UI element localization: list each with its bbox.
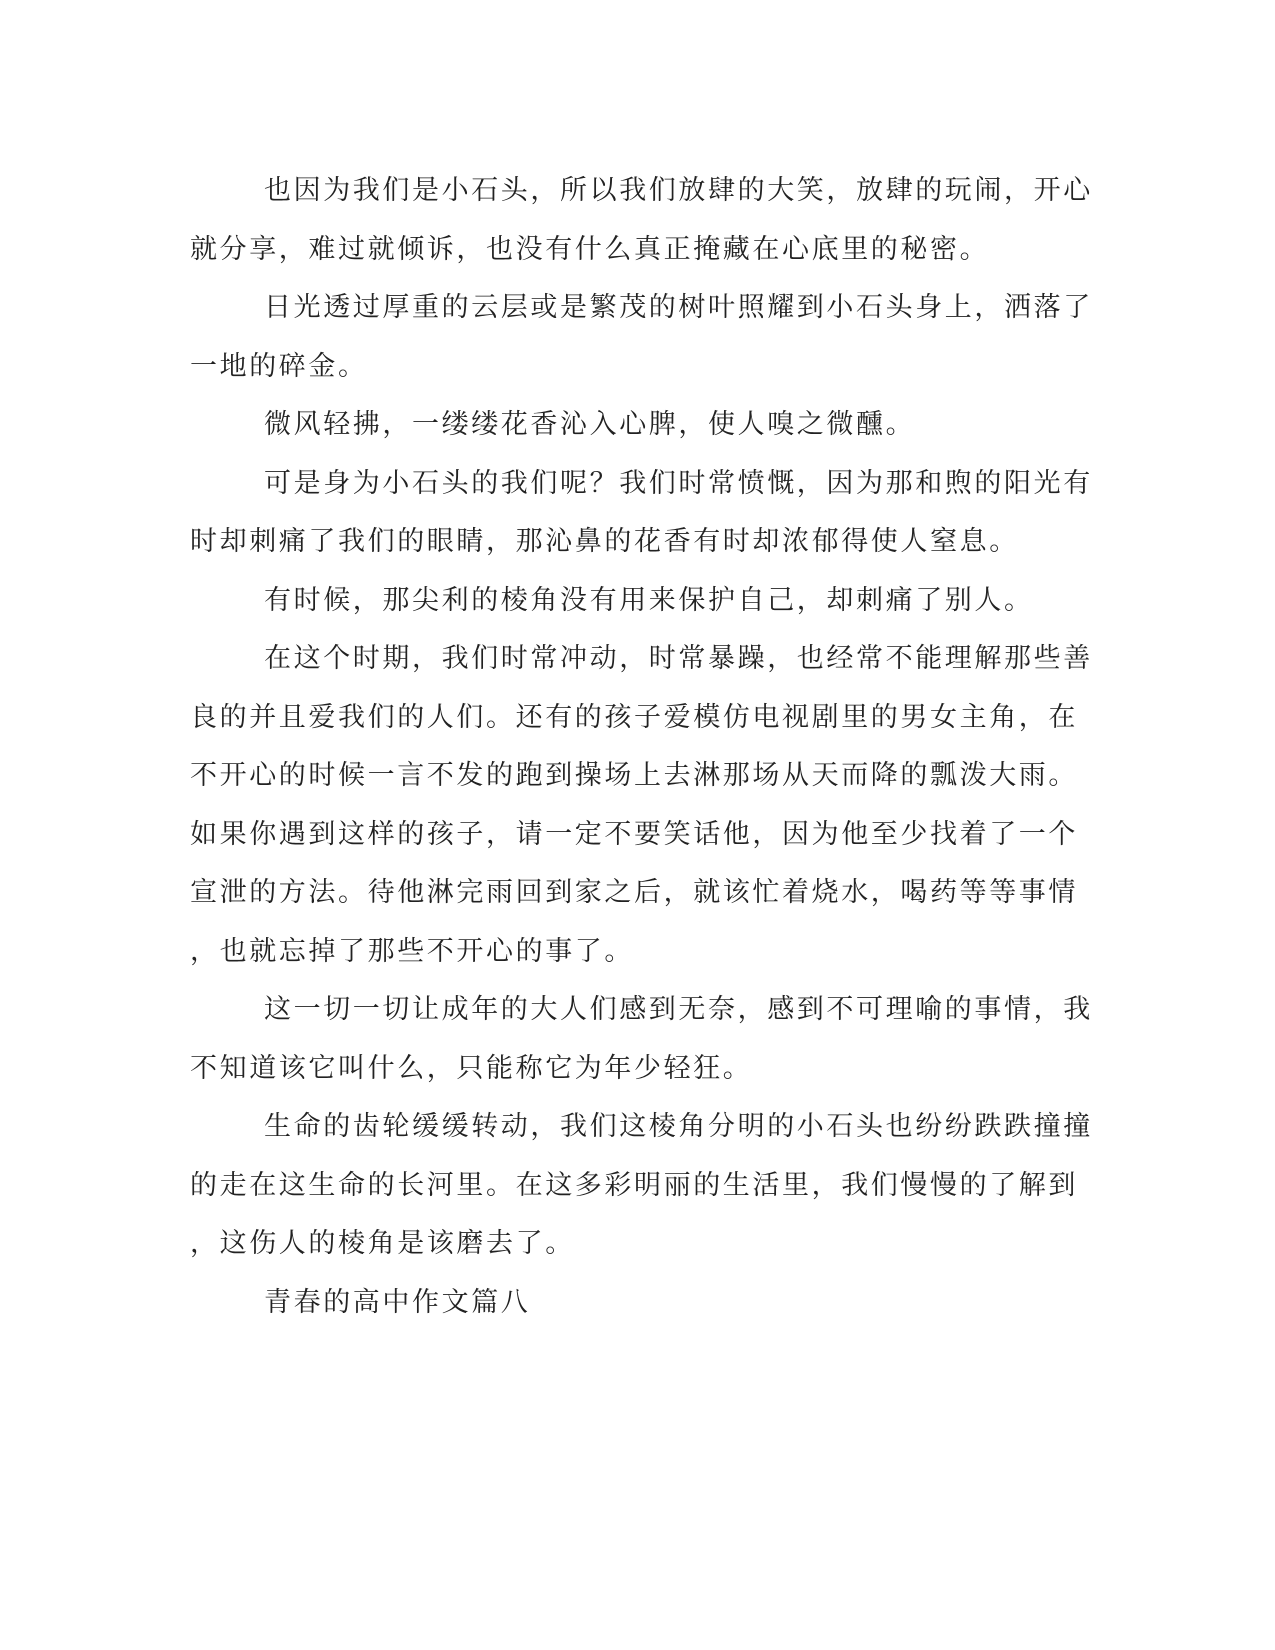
text-line: 可是身为小石头的我们呢？我们时常愤慨，因为那和煦的阳光有: [264, 467, 1093, 499]
text-line: 不知道该它叫什么，只能称它为年少轻狂。: [190, 1052, 753, 1084]
text-line: 就分享，难过就倾诉，也没有什么真正掩藏在心底里的秘密。: [190, 233, 990, 265]
text-line: ，也就忘掉了那些不开心的事了。: [190, 935, 634, 967]
text-line: ，这伤人的棱角是该磨去了。: [190, 1228, 575, 1259]
text-line: 也因为我们是小石头，所以我们放肆的大笑，放肆的玩闹，开心: [264, 175, 1093, 206]
text-line: 生命的齿轮缓缓转动，我们这棱角分明的小石头也纷纷跌跌撞撞: [264, 1111, 1093, 1142]
essay-body: [190, 162, 1093, 1332]
text-line: 日光透过厚重的云层或是繁茂的树叶照耀到小石头身上，洒落了: [264, 292, 1093, 323]
text-line: 良的并且爱我们的人们。还有的孩子爱模仿电视剧里的男女主角，在: [190, 701, 1078, 733]
text-line: 如果你遇到这样的孩子，请一定不要笑话他，因为他至少找着了一个: [190, 818, 1078, 850]
text-line: 微风轻拂，一缕缕花香沁入心脾，使人嗅之微醺。: [264, 409, 916, 440]
section-heading: 青春的高中作文篇八: [264, 1286, 531, 1318]
text-line: 这一切一切让成年的大人们感到无奈，感到不可理喻的事情，我: [264, 994, 1093, 1025]
text-line: 在这个时期，我们时常冲动，时常暴躁，也经常不能理解那些善: [264, 643, 1093, 674]
text-line: 不开心的时候一言不发的跑到操场上去淋那场从天而降的瓢泼大雨。: [190, 760, 1078, 791]
text-line: 时却刺痛了我们的眼睛，那沁鼻的花香有时却浓郁得使人窒息。: [190, 526, 1019, 557]
text-line: 一地的碎金。: [190, 350, 368, 382]
text-line: 有时候，那尖利的棱角没有用来保护自己，却刺痛了别人。: [264, 584, 1034, 616]
text-line: 的走在这生命的长河里。在这多彩明丽的生活里，我们慢慢的了解到: [190, 1169, 1078, 1201]
text-line: 宣泄的方法。待他淋完雨回到家之后，就该忙着烧水，喝药等等事情: [190, 877, 1078, 908]
